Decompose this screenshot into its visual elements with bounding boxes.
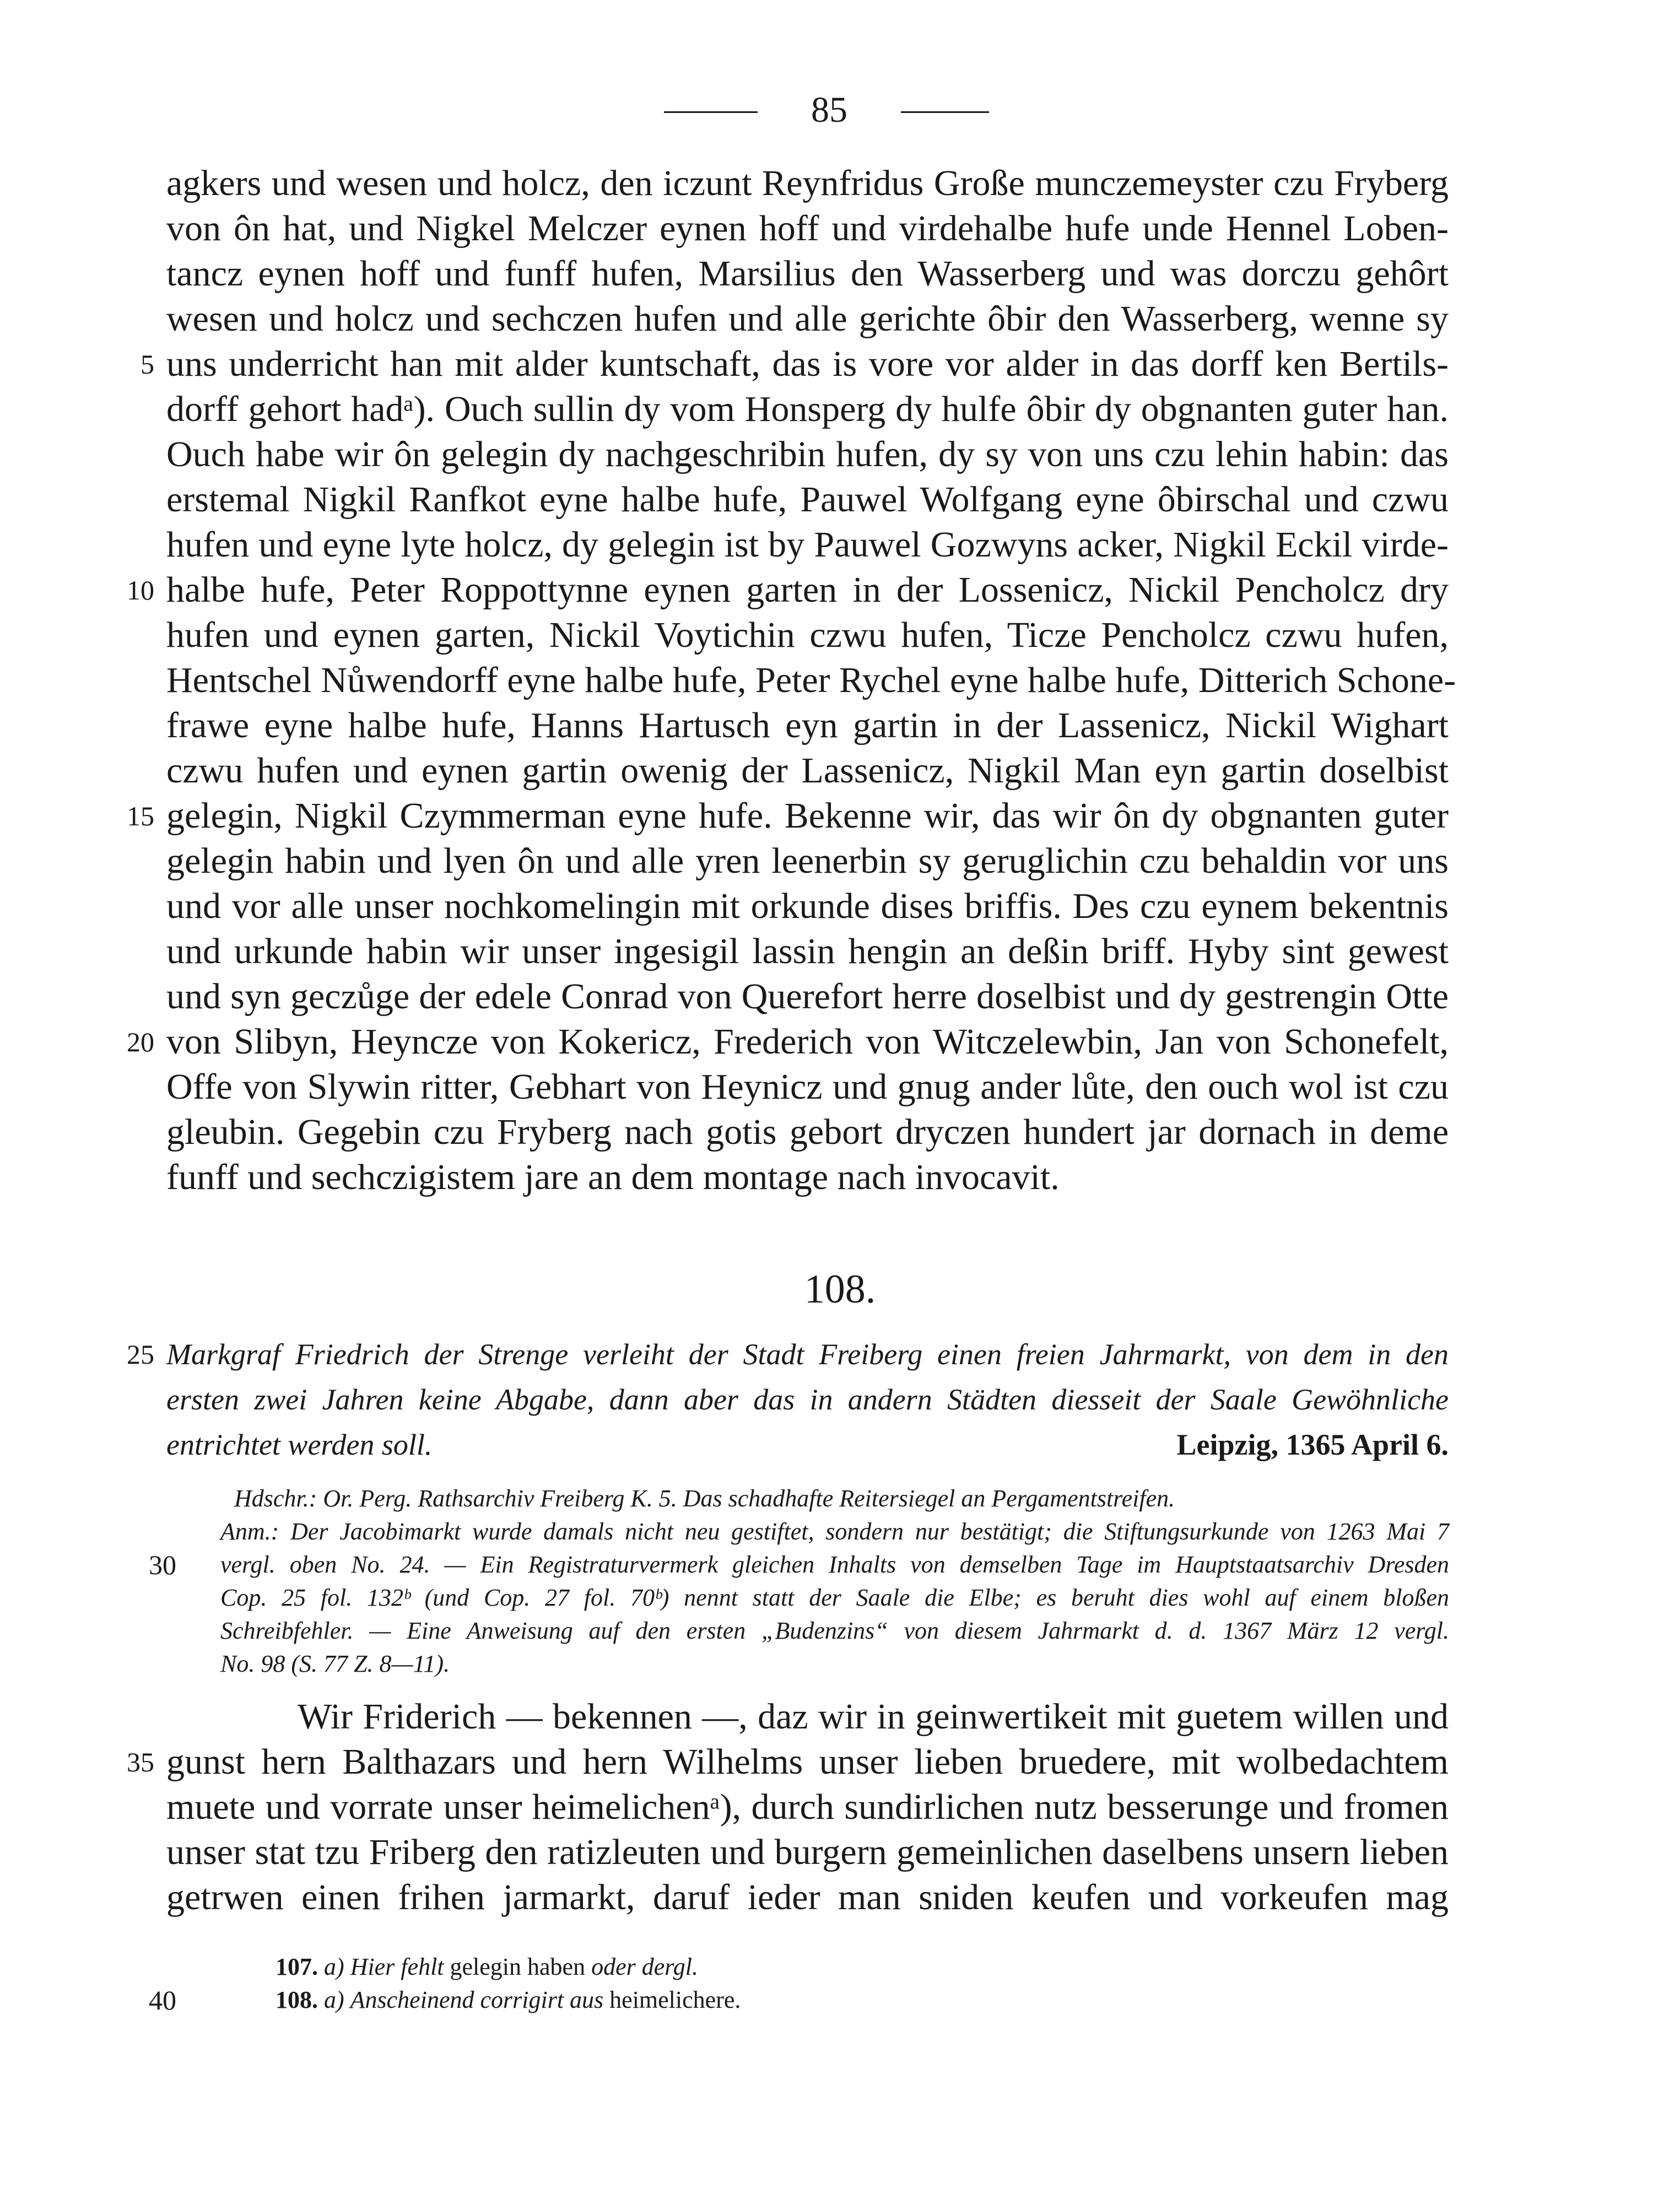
header-rule-left — [664, 111, 758, 113]
text-line: gunst hern Balthazars und hern Wilhelms unser lieben bruedere, mit wolbedachtem — [166, 1742, 1449, 1782]
text-line: von ôn hat, und Nigkel Melczer eynen hoff und virdehalbe hufe unde Hennel Loben- — [166, 208, 1449, 248]
apparatus-line: vergl. oben No. 24. — Ein Registraturvermerk gleichen Inhalts von demselben Tage im Hauptstaatsarchiv Dresden — [220, 1551, 1449, 1578]
text-line: gelegin habin und lyen ôn und alle yren leenerbin sy geruglichin czu behaldin vor uns — [166, 841, 1449, 881]
footnote-quoted-text: gelegin haben — [450, 1953, 586, 1980]
text-line: unser stat tzu Friberg den ratizleuten und burgern gemeinlichen daselbens unsern lieben — [166, 1832, 1449, 1872]
text-line: czwu hufen und eynen gartin owenig der Lassenicz, Nigkil Man eyn gartin doselbist — [166, 750, 1449, 791]
text-line: Hentschel Nůwendorff eyne halbe hufe, Peter Rychel eyne halbe hufe, Ditterich Schone- — [166, 660, 1456, 700]
text-line: Offe von Slywin ritter, Gebhart von Heynicz und gnug ander lůte, den ouch wol ist czu — [166, 1067, 1449, 1107]
regest-line: ersten zwei Jahren keine Abgabe, dann aber das in andern Städten diesseit der Saale Gewöhnliche — [166, 1383, 1449, 1416]
footnote-comment: oder dergl. — [591, 1953, 698, 1980]
text-line: Ouch habe wir ôn gelegin dy nachgeschribin hufen, dy sy von uns czu lehin habin: das — [166, 434, 1449, 474]
regest-line: entrichtet werden soll. — [166, 1428, 433, 1461]
regest-line: Markgraf Friedrich der Strenge verleiht der Stadt Freiberg einen freien Jahrmarkt, von dem in den — [166, 1338, 1449, 1371]
footnote-document-number: 107. — [276, 1953, 318, 1980]
text-line: dorff gehort hadᵃ). Ouch sullin dy vom Honsperg dy hulfe ôbir dy obgnanten guter han. — [166, 389, 1449, 429]
text-line: getrwen einen frihen jarmarkt, daruf ieder man sniden keufen und vorkeufen mag — [166, 1877, 1449, 1917]
footnote — [276, 1950, 698, 1984]
text-line: gelegin, Nigkil Czymmerman eyne hufe. Bekenne wir, das wir ôn dy obgnanten guter — [166, 796, 1449, 836]
apparatus-line: Anm.: Der Jacobimarkt wurde damals nicht neu gestiftet, sondern nur bestätigt; die Stiftungsurkunde von 1263 Mai 7 — [220, 1518, 1449, 1545]
text-line: muete und vorrate unser heimelichenᵃ), durch sundirlichen nutz besserunge und fromen — [166, 1787, 1449, 1827]
text-line: erstemal Nigkil Ranfkot eyne halbe hufe, Pauwel Wolfgang eyne ôbirschal und czwu — [166, 479, 1449, 520]
apparatus-line: No. 98 (S. 77 Z. 8—11). — [220, 1650, 450, 1677]
text-line: uns underricht han mit alder kuntschaft, das is vore vor alder in das dorff ken Bertils- — [166, 344, 1449, 384]
text-line: gleubin. Gegebin czu Fryberg nach gotis gebort dryczen hundert jar dornach in deme — [166, 1112, 1449, 1152]
text-line: hufen und eynen garten, Nickil Voytichin czwu hufen, Ticze Pencholcz czwu hufen, — [166, 615, 1449, 655]
page-number: 85 — [811, 90, 847, 130]
footnote-sigla: a) — [324, 1986, 344, 2013]
line-number: 30 — [149, 1549, 176, 1580]
text-line: und urkunde habin wir unser ingesigil lassin hengin an deßin briff. Hyby sint gewest — [166, 931, 1449, 971]
text-line: frawe eyne halbe hufe, Hanns Hartusch eyn gartin in der Lassenicz, Nickil Wighart — [166, 705, 1449, 745]
footnote-comment: Hier fehlt — [350, 1953, 444, 1980]
footnote-comment: Anscheinend corrigirt aus — [350, 1986, 604, 2013]
header-rule-right — [901, 111, 989, 113]
footnote-sigla: a) — [324, 1953, 344, 1980]
line-number: 10 — [127, 575, 154, 606]
text-line: und vor alle unser nochkomelingin mit orkunde dises briffis. Des czu eynem bekentnis — [166, 886, 1449, 926]
line-number: 15 — [127, 801, 154, 831]
footnote-document-number: 108. — [276, 1986, 318, 2013]
line-number: 25 — [127, 1339, 154, 1370]
apparatus-line: Cop. 25 fol. 132ᵇ (und Cop. 27 fol. 70ᵇ) nennt statt der Saale die Elbe; es beruht dies wohl auf einem bloßen — [220, 1584, 1449, 1611]
text-line: von Slibyn, Heyncze von Kokericz, Frederich von Witczelewbin, Jan von Schonefelt, — [166, 1022, 1449, 1062]
text-line: hufen und eyne lyte holcz, dy gelegin ist by Pauwel Gozwyns acker, Nigkil Eckil virde- — [166, 525, 1449, 565]
footnote-quoted-text: heimelichere. — [609, 1986, 741, 2013]
text-line: und syn geczůge der edele Conrad von Querefort herre doselbist und dy gestrengin Otte — [166, 976, 1449, 1017]
place-date: Leipzig, 1365 April 6. — [1176, 1428, 1449, 1461]
text-line: wesen und holcz und sechczen hufen und alle gerichte ôbir den Wasserberg, wenne sy — [166, 299, 1449, 339]
apparatus-line: Hdschr.: Or. Perg. Rathsarchiv Freiberg K. 5. Das schadhafte Reitersiegel an Pergamentstreifen. — [234, 1485, 1175, 1512]
line-number: 5 — [141, 349, 154, 380]
footnote — [276, 1984, 741, 2017]
text-line: funff und sechczigistem jare an dem montage nach invocavit. — [166, 1157, 1060, 1197]
line-number: 35 — [127, 1747, 154, 1777]
page-header — [664, 83, 1050, 138]
text-line: agkers und wesen und holcz, den iczunt Reynfridus Große munczemeyster czu Fryberg — [166, 163, 1449, 203]
apparatus-line: Schreibfehler. — Eine Anweisung auf den ersten „Budenzins“ von diesem Jahrmarkt d. d. 1367 März 12 vergl. — [220, 1617, 1449, 1644]
line-number: 40 — [149, 1985, 176, 2016]
line-number: 20 — [127, 1026, 154, 1057]
text-line: halbe hufe, Peter Roppottynne eynen garten in der Lossenicz, Nickil Pencholcz dry — [166, 570, 1449, 610]
text-line: tancz eynen hoff und funff hufen, Marsilius den Wasserberg und was dorczu gehôrt — [166, 253, 1449, 294]
document-number: 108. — [804, 1267, 876, 1312]
text-line: Wir Friderich — bekennen —, daz wir in geinwertikeit mit guetem willen und — [298, 1696, 1449, 1737]
